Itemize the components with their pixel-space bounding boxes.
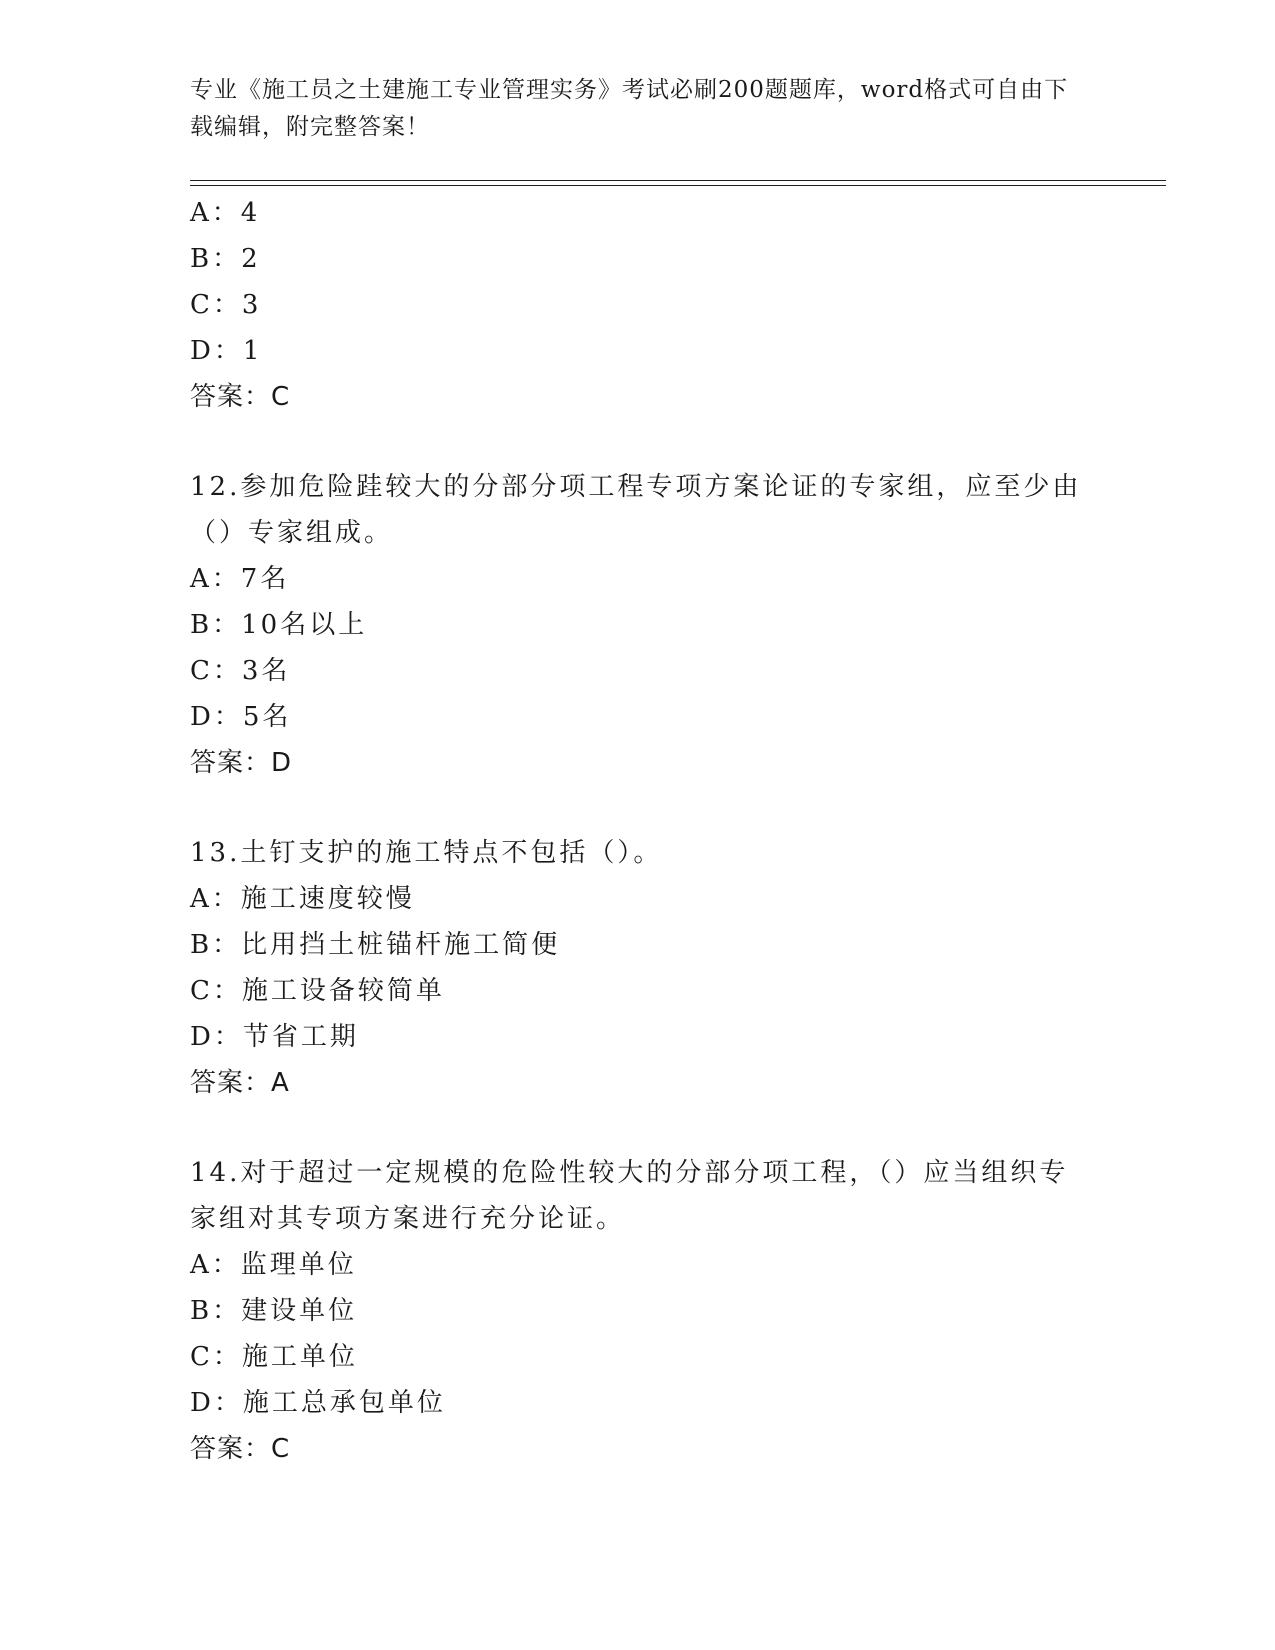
option-b: B：10名以上 [190,610,368,640]
answer: 答案：C [190,382,291,412]
question-14 [190,1150,1090,1472]
option-c: C：3 [190,290,262,320]
question-text: 13.土钉支护的施工特点不包括（）。 [190,838,663,868]
option-d: D：5名 [190,702,292,732]
question-12 [190,464,1090,786]
option-d: D：施工总承包单位 [190,1388,446,1418]
option-b: B：比用挡土桩锚杆施工简便 [190,930,561,960]
answer: 答案：A [190,1068,290,1098]
answer: 答案：C [190,1434,291,1464]
answer: 答案：D [190,748,293,778]
question-text: 14.对于超过一定规模的危险性较大的分部分项工程，（）应当组织专家组对其专项方案进行充分论证。 [190,1158,1069,1234]
option-b: B：建设单位 [190,1296,358,1326]
option-a: A：4 [190,198,261,228]
option-d: D：节省工期 [190,1022,359,1052]
option-a: A：7名 [190,564,290,594]
question-text: 12.参加危险跬较大的分部分项工程专项方案论证的专家组，应至少由（）专家组成。 [190,472,1082,548]
option-c: C：施工单位 [190,1342,358,1372]
option-c: C：施工设备较简单 [190,976,445,1006]
question-11-tail [190,190,1090,420]
option-c: C：3名 [190,656,291,686]
header-divider [190,180,1166,186]
option-b: B：2 [190,244,261,274]
option-a: A：监理单位 [190,1250,357,1280]
document-title: 专业《施工员之土建施工专业管理实务》考试必刷200题题库，word格式可自由下载编辑，附完整答案！ [190,77,1069,140]
question-list [190,190,1090,1472]
option-d: D：1 [190,336,263,366]
question-13 [190,830,1090,1106]
option-a: A：施工速度较慢 [190,884,415,914]
